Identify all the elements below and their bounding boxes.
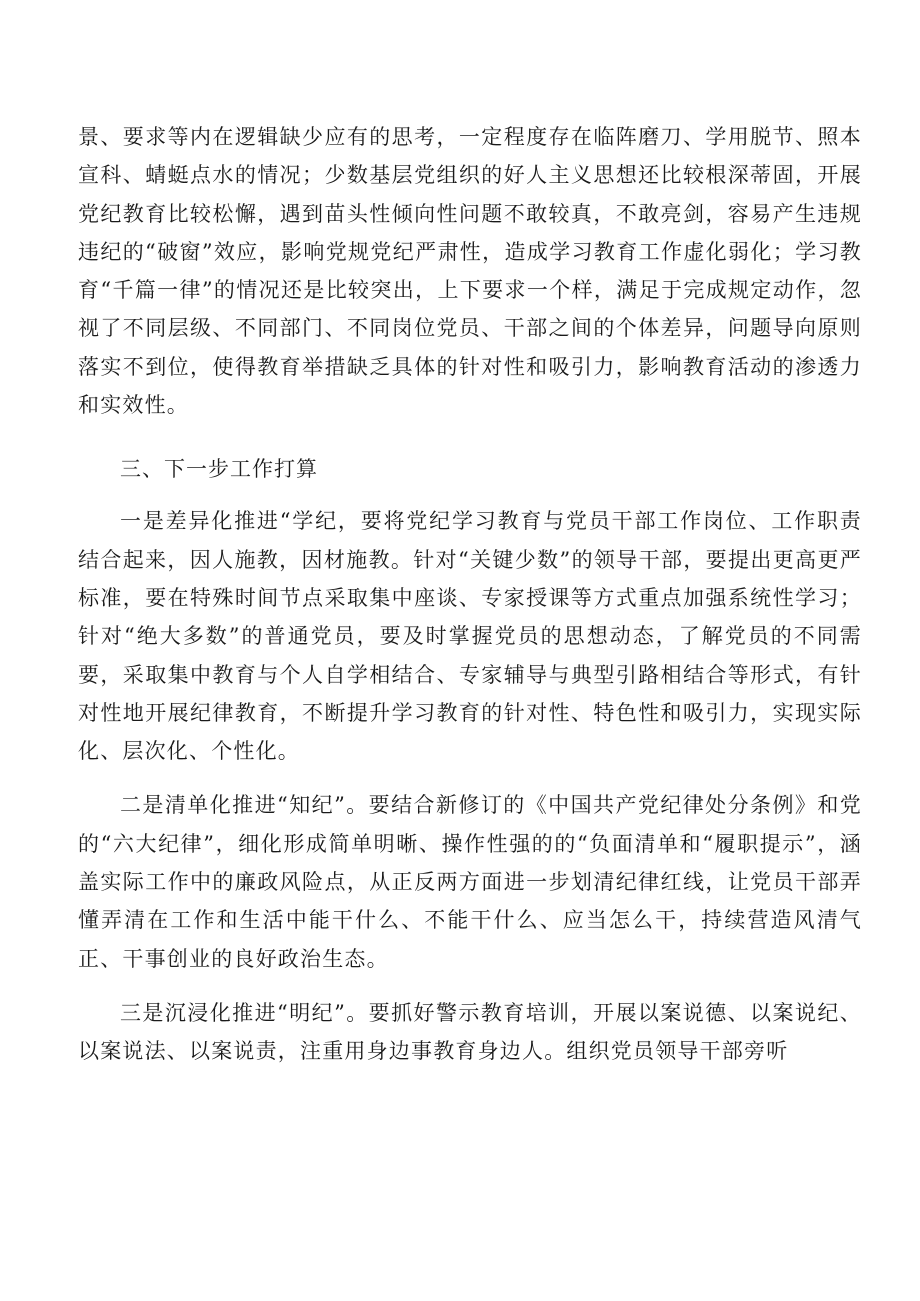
paragraph-checklist-knowing: 二是清单化推进“知纪”。要结合新修订的《中国共产党纪律处分条例》和党的“六大纪律”，细化形成简单明晰、操作性强的的“负面清单和“履职提示”，涵盖实际工作中的廉政风险点，从正反两方面进一步划清纪律红线，让党员干部弄懂弄清在工作和生活中能干什么、不能干什么、应当怎么干，持续营造风清气正、干事创业的良好政治生态。 (78, 793, 862, 971)
paragraph-problems-continued: 景、要求等内在逻辑缺少应有的思考，一定程度存在临阵磨刀、学用脱节、照本宣科、蜻蜓点水的情况；少数基层党组织的好人主义思想还比较根深蒂固，开展党纪教育比较松懈，遇到苗头性倾向性问题不敢较真，不敢亮剑，容易产生违规违纪的“破窗”效应，影响党规党纪严肃性，造成学习教育工作虚化弱化；学习教育“千篇一律”的情况还是比较突出，上下要求一个样，满足于完成规定动作，忽视了不同层级、不同部门、不同岗位党员、干部之间的个体差异，问题导向原则落实不到位，使得教育举措缺乏具体的针对性和吸引力，影响教育活动的渗透力和实效性。 (78, 125, 862, 418)
paragraph-immersive-understanding: 三是沉浸化推进“明纪”。要抓好警示教育培训，开展以案说德、以案说纪、以案说法、以案说责，注重用身边事教育身边人。组织党员领导干部旁听 (78, 1000, 862, 1064)
section-heading-next-steps: 三、下一步工作打算 (120, 457, 318, 482)
paragraph-differentiated-learning: 一是差异化推进“学纪，要将党纪学习教育与党员干部工作岗位、工作职责结合起来，因人施教，因材施教。针对“关键少数”的领导干部，要提出更高更严标准，要在特殊时间节点采取集中座谈、专家授课等方式重点加强系统性学习；针对“绝大多数”的普通党员，要及时掌握党员的思想动态，了解党员的不同需要，采取集中教育与个人自学相结合、专家辅导与典型引路相结合等形式，有针对性地开展纪律教育，不断提升学习教育的针对性、特色性和吸引力，实现实际化、层次化、个性化。 (78, 509, 862, 764)
document-page (78, 118, 862, 1071)
